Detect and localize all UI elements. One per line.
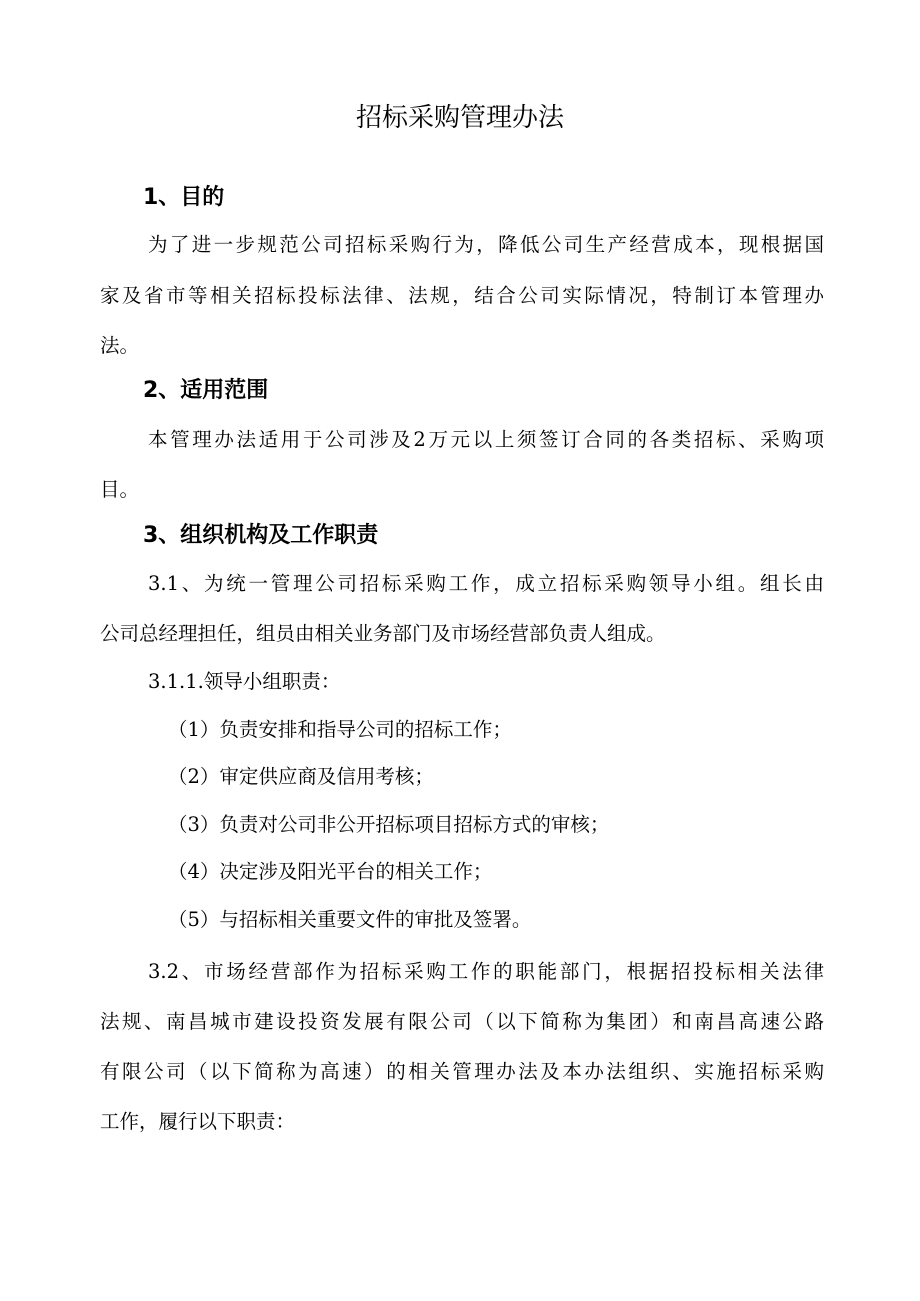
- list-item: （3）负责对公司非公开招标项目招标方式的审核；: [168, 813, 610, 836]
- paragraph-line: 工作，履行以下职责：: [100, 1110, 296, 1133]
- list-item: （1）负责安排和指导公司的招标工作；: [168, 718, 512, 741]
- paragraph-line: 家及省市等相关招标投标法律、法规，结合公司实际情况，特制订本管理办: [100, 284, 824, 307]
- paragraph-line: 法规、南昌城市建设投资发展有限公司（以下简称为集团）和南昌高速公路: [100, 1010, 824, 1033]
- paragraph-line: 有限公司（以下简称为高速）的相关管理办法及本办法组织、实施招标采购: [100, 1060, 824, 1083]
- paragraph-line: 3.1、为统一管理公司招标采购工作，成立招标采购领导小组。组长由: [148, 572, 824, 595]
- section-heading-purpose: 1、目的: [143, 185, 225, 210]
- list-item: （2）审定供应商及信用考核；: [168, 765, 434, 788]
- paragraph-line: 公司总经理担任，组员由相关业务部门及市场经营部负责人组成。: [100, 622, 666, 645]
- subsection-heading: 3.1.1.领导小组职责：: [148, 670, 341, 693]
- paragraph-line: 目。: [100, 478, 140, 501]
- section-heading-scope: 2、适用范围: [143, 378, 269, 403]
- document-title: 招标采购管理办法: [355, 103, 564, 133]
- paragraph-line: 为了进一步规范公司招标采购行为，降低公司生产经营成本，现根据国: [148, 233, 824, 256]
- paragraph-line: 本管理办法适用于公司涉及2万元以上须签订合同的各类招标、采购项: [148, 428, 824, 451]
- section-heading-organization: 3、组织机构及工作职责: [143, 523, 379, 548]
- list-item: （4）决定涉及阳光平台的相关工作；: [168, 860, 493, 883]
- paragraph-line: 3.2、市场经营部作为招标采购工作的职能部门，根据招投标相关法律: [148, 960, 824, 983]
- paragraph-line: 法。: [100, 334, 140, 357]
- list-item: （5）与招标相关重要文件的审批及签署。: [168, 908, 532, 931]
